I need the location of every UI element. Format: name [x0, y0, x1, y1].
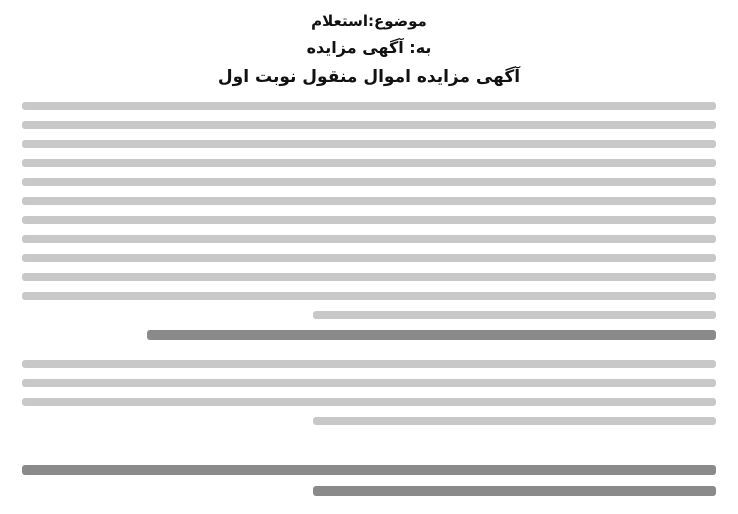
placeholder-line [22, 140, 716, 148]
notice-title: آگهی مزایده اموال منقول نوبت اول [217, 67, 521, 87]
placeholder-line [22, 121, 716, 129]
signature-placeholder [22, 465, 716, 507]
placeholder-line [22, 254, 716, 262]
notice-heading-block [0, 8, 738, 92]
placeholder-line [22, 360, 716, 368]
placeholder-line [22, 398, 716, 406]
placeholder-line [22, 197, 716, 205]
placeholder-line [313, 417, 716, 425]
notice-heading: به: آگهی مزایده [306, 38, 432, 57]
placeholder-subheading-line [147, 330, 716, 340]
placeholder-line [22, 216, 716, 224]
placeholder-signature-line [22, 465, 716, 475]
placeholder-line [22, 379, 716, 387]
placeholder-line [22, 178, 716, 186]
placeholder-line [22, 292, 716, 300]
item-description-placeholder [22, 360, 716, 436]
placeholder-signature-line [313, 486, 716, 496]
placeholder-line [22, 102, 716, 110]
notice-body-placeholder [22, 102, 716, 351]
placeholder-line [22, 273, 716, 281]
notice-subject: موضوع:استعلام [311, 12, 427, 30]
placeholder-line [313, 311, 716, 319]
placeholder-line [22, 159, 716, 167]
placeholder-line [22, 235, 716, 243]
